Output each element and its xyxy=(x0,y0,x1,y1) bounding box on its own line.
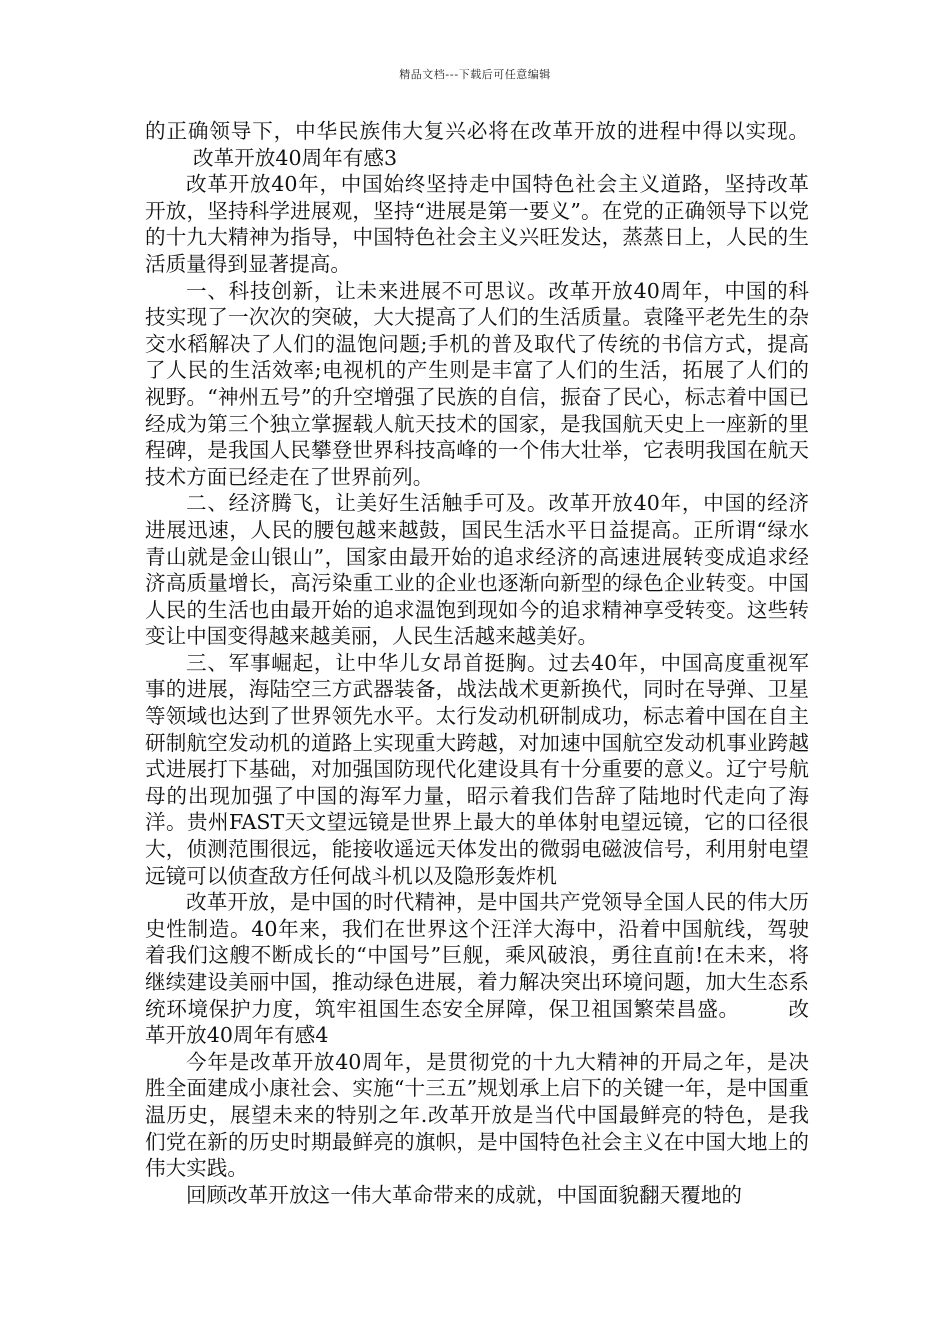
paragraph: 回顾改革开放这一伟大革命带来的成就，中国面貌翻天覆地的 xyxy=(186,1182,743,1207)
section-subtitle: 改革开放40周年有感4 xyxy=(145,996,810,1048)
document-body xyxy=(145,118,809,1208)
paragraph: 一、科技创新，让未来进展不可思议。改革开放40周年，中国的科技实现了一次次的突破，大大提高了人们的生活质量。袁隆平老先生的杂交水稻解决了人们的温饱问题;手机的普及取代了传统的书信方式，提高了人民的生活效率;电视机的产生则是丰富了人们的生活，拓展了人们的视野。“神州五号”的升空增强了民族的自信，振奋了民心，标志着中国已经成为第三个独立掌握载人航天技术的国家，是我国航天史上一座新的里程碑，是我国人民攀登世界科技高峰的一个伟大壮举，它表明我国在航天技术方面已经走在了世界前列。 xyxy=(145,278,809,489)
paragraph xyxy=(145,889,809,1049)
paragraph: 二、经济腾飞，让美好生活触手可及。改革开放40年，中国的经济进展迅速，人民的腰包越来越鼓，国民生活水平日益提高。正所谓“绿水青山就是金山银山”，国家由最开始的追求经济的高速进展转变成追求经济高质量增长，高污染重工业的企业也逐渐向新型的绿色企业转变。中国人民的生活也由最开始的追求温饱到现如今的追求精神享受转变。这些转变让中国变得越来越美丽，人民生活越来越美好。 xyxy=(145,491,809,649)
paragraph-text: 的正确领导下，中华民族伟大复兴必将在改革开放的进程中得以实现。 xyxy=(145,119,809,143)
page-header: 精品文档---下载后可任意编辑 xyxy=(399,68,551,81)
paragraph: 今年是改革开放40周年，是贯彻党的十九大精神的开局之年，是决胜全面建成小康社会、实施“十三五”规划承上启下的关键一年，是中国重温历史，展望未来的特别之年.改革开放是当代中国最鲜亮的特色，是我们党在新的历史时期最鲜亮的旗帜，是中国特色社会主义在中国大地上的伟大实践。 xyxy=(145,1049,809,1181)
paragraph xyxy=(145,118,809,171)
paragraph: 三、军事崛起，让中华儿女昂首挺胸。过去40年，中国高度重视军事的进展，海陆空三方武器装备，战法战术更新换代，同时在导弹、卫星等领域也达到了世界领先水平。太行发动机研制成功，标志着中国在自主研制航空发动机的道路上实现重大跨越，对加速中国航空发动机事业跨越式进展打下基础，对加强国防现代化建设具有十分重要的意义。辽宁号航母的出现加强了中国的海军力量，昭示着我们告辞了陆地时代走向了海洋。贵州FAST天文望远镜是世界上最大的单体射电望远镜，它的口径很大，侦测范围很远，能接收遥远天体发出的微弱电磁波信号，利用射电望远镜可以侦查敌方任何战斗机以及隐形轰炸机 xyxy=(145,650,809,888)
paragraph: 改革开放40年，中国始终坚持走中国特色社会主义道路，坚持改革开放，坚持科学进展观，坚持“进展是第一要义”。在党的正确领导下以党的十九大精神为指导，中国特色社会主义兴旺发达，蒸蒸日上，人民的生活质量得到显著提高。 xyxy=(145,172,809,276)
paragraph-text: 改革开放，是中国的时代精神，是中国共产党领导全国人民的伟大历史性制造。40年来，我们在世界这个汪洋大海中，沿着中国航线，驾驶着我们这艘不断成长的“中国号”巨舰，乘风破浪，勇往直前!在未来，将继续建设美丽中国，推动绿色进展，着力解决突出环境问题，加大生态系统环境保护力度，筑牢祖国生态安全屏障，保卫祖国繁荣昌盛。 xyxy=(145,890,809,1021)
section-subtitle: 改革开放40周年有感3 xyxy=(193,145,398,170)
